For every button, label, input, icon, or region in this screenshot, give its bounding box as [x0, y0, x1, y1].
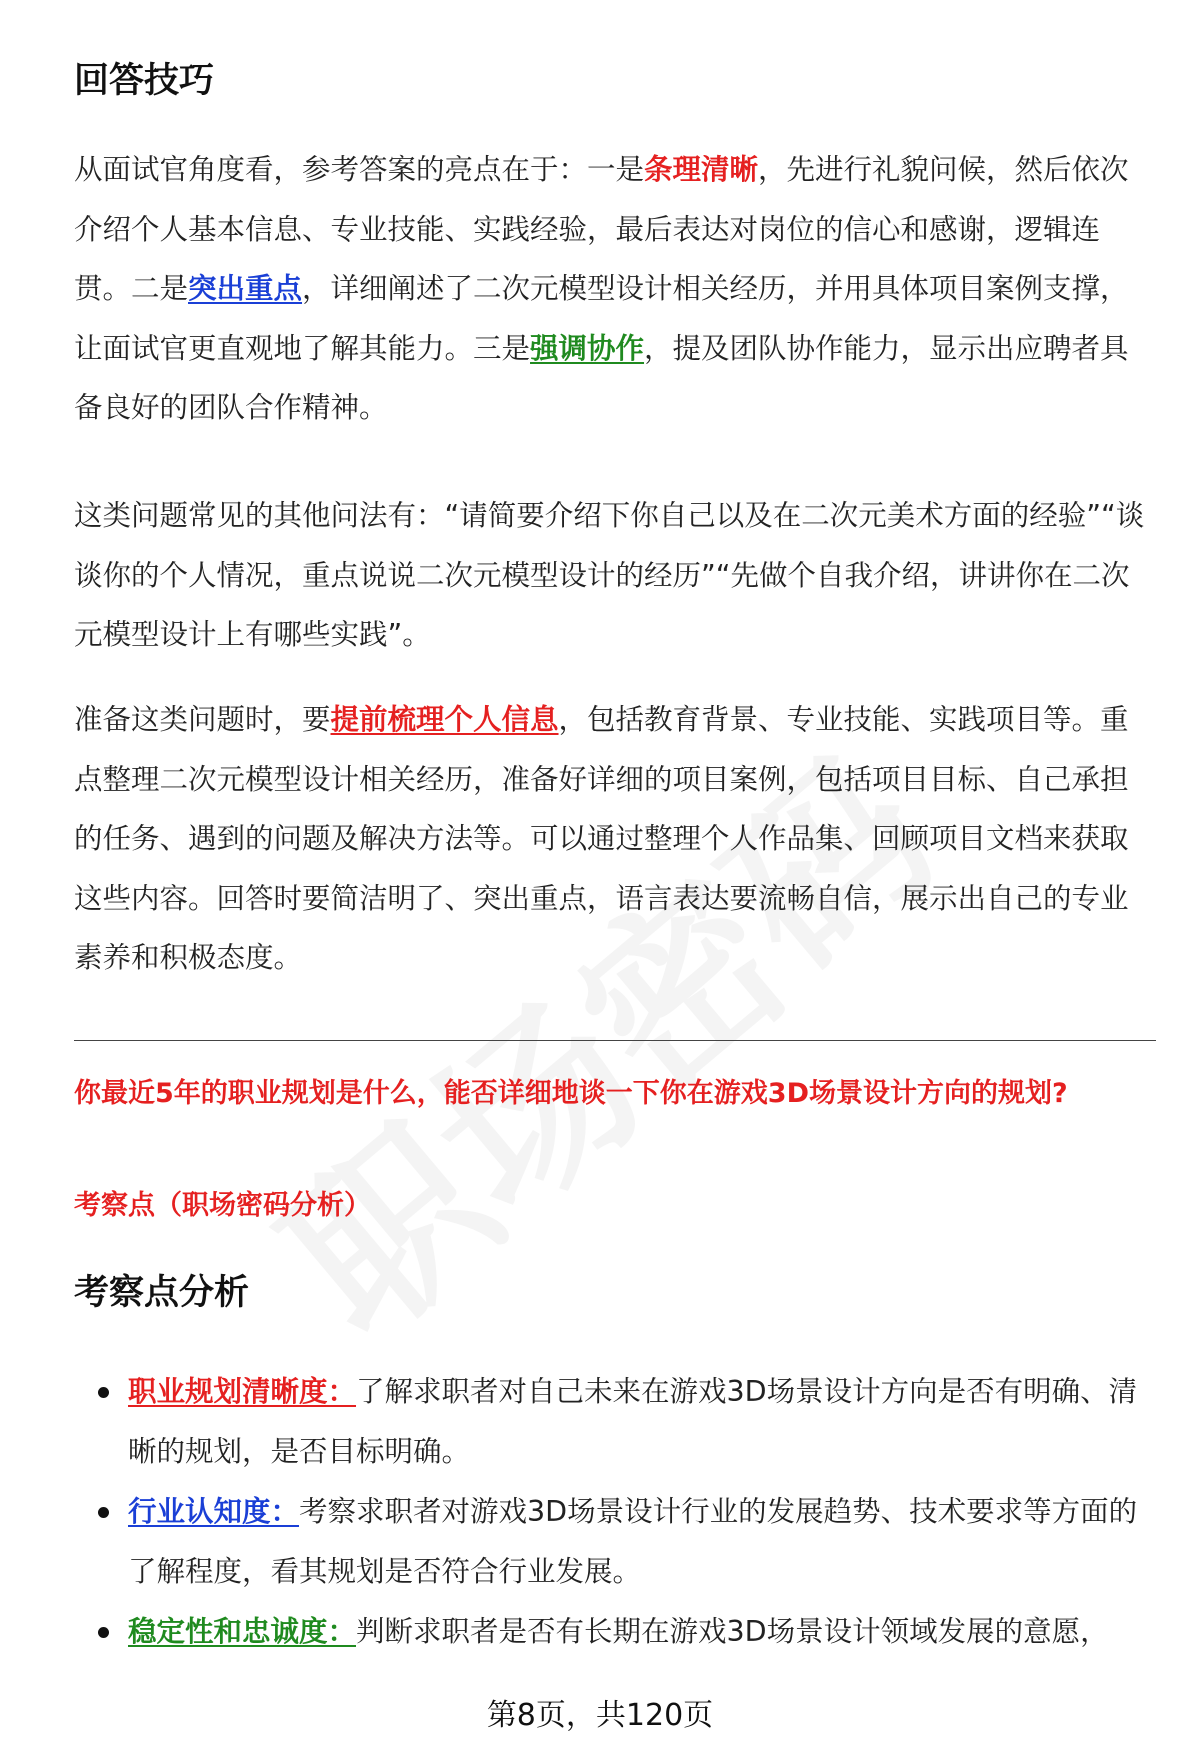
- highlight-clear-structure: 条理清晰: [644, 153, 759, 186]
- page-number: 第8页，共120页: [486, 1698, 714, 1733]
- highlight-organize-info: 提前梳理个人信息: [330, 703, 559, 736]
- bullet-icon: [98, 1387, 109, 1398]
- list-item: [74, 1602, 1156, 1662]
- list-item: [74, 1362, 1156, 1482]
- point-label: 行业认知度：: [128, 1495, 300, 1528]
- text-run: 从面试官角度看，参考答案的亮点在于：一是: [74, 153, 645, 186]
- paragraph-preparation: [74, 690, 1156, 988]
- text-run: 准备这类问题时，要: [74, 703, 331, 736]
- question-title: 你最近5年的职业规划是什么，能否详细地谈一下你在游戏3D场景设计方向的规划?: [74, 1078, 1068, 1109]
- list-item: [74, 1482, 1156, 1602]
- point-text: 考察求职者对游戏3D场景设计行业的发展趋势、技术要求等方面的了解程度，看其规划是否符合行业发展。: [128, 1495, 1138, 1588]
- bullet-icon: [98, 1507, 109, 1518]
- text-run: ，包括教育背景、专业技能、实践项目等。重点整理二次元模型设计相关经历，准备好详细的项目案例，包括项目目标、自己承担的任务、遇到的问题及解决方法等。可以通过整理个人作品集、回顾项目文档来获取这些内容。回答时要简洁明了、突出重点，语言表达要流畅自信，展示出自己的专业素养和积极态度。: [74, 703, 1129, 974]
- analysis-point-list: [74, 1362, 1156, 1662]
- bullet-icon: [98, 1627, 109, 1638]
- highlight-collaboration: 强调协作: [530, 331, 645, 365]
- text-run: ，提及团队协作能力，显示出应聘者具备良好的团队合作精神。: [74, 331, 1129, 424]
- text-run: ，详细阐述了二次元模型设计相关经历，并用具体项目案例支撑，让面试官更直观地了解其能力。三是: [74, 272, 1129, 365]
- point-label: 职业规划清晰度：: [128, 1375, 357, 1408]
- point-label: 稳定性和忠诚度：: [128, 1615, 357, 1648]
- point-text: 判断求职者是否有长期在游戏3D场景设计领域发展的意愿，: [356, 1615, 1109, 1648]
- paragraph-alternative-questions: 这类问题常见的其他问法有：“请简要介绍下你自己以及在二次元美术方面的经验”“谈谈你的个人情况，重点说说二次元模型设计的经历”“先做个自我介绍，讲讲你在二次元模型设计上有哪些实践”。: [74, 499, 1145, 651]
- point-text: 了解求职者对自己未来在游戏3D场景设计方向是否有明确、清晰的规划，是否目标明确。: [128, 1375, 1138, 1468]
- text-run: ，先进行礼貌问候，然后依次介绍个人基本信息、专业技能、实践经验，最后表达对岗位的信心和感谢，逻辑连贯。二是: [74, 153, 1129, 305]
- section-title-answer-tips: 回答技巧: [74, 61, 215, 101]
- question-subtitle: 考察点（职场密码分析）: [74, 1190, 371, 1221]
- highlight-key-points: 突出重点: [188, 272, 303, 305]
- section-divider: [74, 1040, 1156, 1041]
- paragraph-answer-highlights: [74, 140, 1156, 438]
- section-title-analysis: 考察点分析: [74, 1273, 250, 1313]
